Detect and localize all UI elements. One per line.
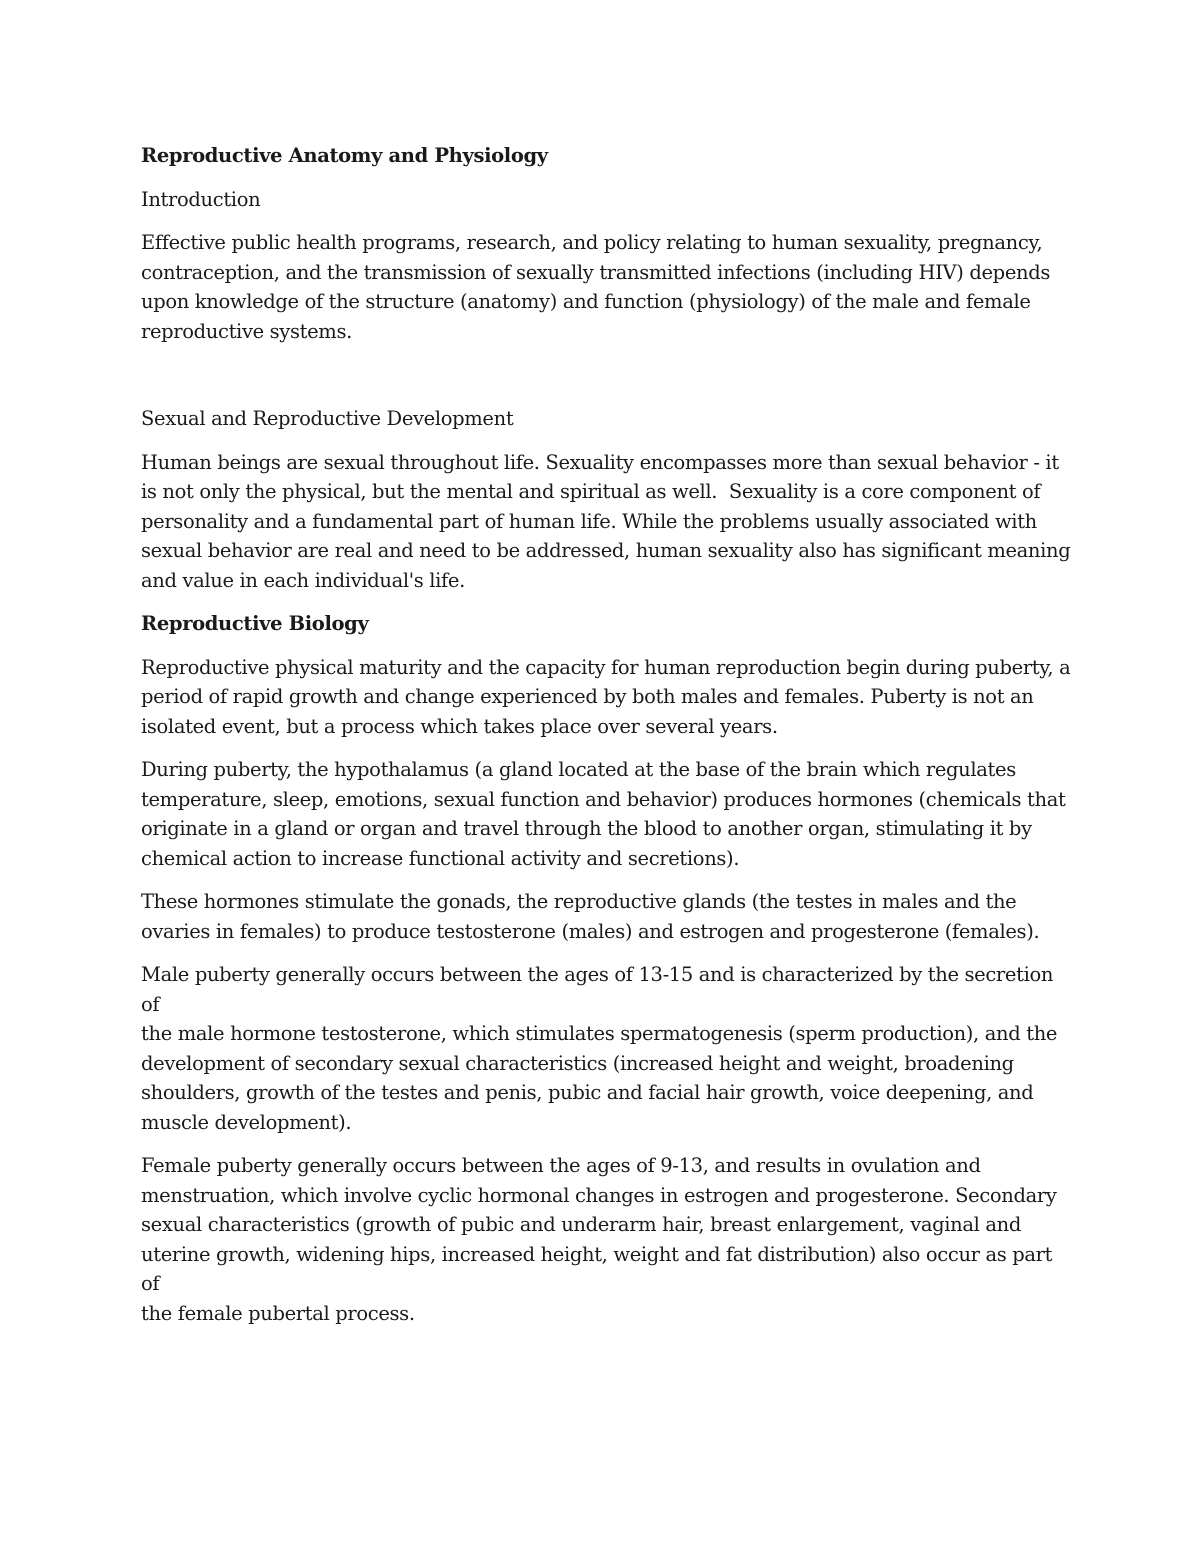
paragraph-line: shoulders, growth of the testes and penis, pubic and facial hair growth, voice deepening, and — [141, 1081, 1034, 1104]
paragraph-line: period of rapid growth and change experienced by both males and females. Puberty is not an — [141, 685, 1034, 708]
paragraph-biology-1 — [141, 653, 1071, 742]
paragraph-line: isolated event, but a process which takes place over several years. — [141, 714, 778, 738]
paragraph-line: contraception, and the transmission of sexually transmitted infections (including HIV) depends — [141, 260, 1051, 284]
paragraph-line: temperature, sleep, emotions, sexual function and behavior) produces hormones (chemicals that — [141, 787, 1066, 811]
paragraph-line: Female puberty generally occurs between the ages of 9-13, and results in ovulation and — [141, 1154, 981, 1177]
paragraph-line: menstruation, which involve cyclic hormonal changes in estrogen and progesterone. Secondary — [141, 1183, 1057, 1207]
paragraph-line: Male puberty generally occurs between the ages of 13-15 and is characterized by the secretion of — [141, 963, 1059, 1016]
paragraph-line: sexual characteristics (growth of pubic and underarm hair, breast enlargement, vaginal and — [141, 1213, 1022, 1236]
paragraph-line: the male hormone testosterone, which stimulates spermatogenesis (sperm production), and the — [141, 1022, 1058, 1045]
paragraph-development — [141, 448, 1071, 596]
paragraph-line: and value in each individual's life. — [141, 568, 465, 592]
paragraph-biology-4 — [141, 960, 1071, 1137]
document-page — [141, 141, 1071, 1328]
section-heading-introduction: Introduction — [141, 187, 261, 211]
paragraph-line: originate in a gland or organ and travel through the blood to another organ, stimulating it by — [141, 817, 1032, 840]
paragraph-line: the female pubertal process. — [141, 1301, 415, 1325]
paragraph-biology-3 — [141, 887, 1071, 946]
paragraph-line: upon knowledge of the structure (anatomy) and function (physiology) of the male and female — [141, 290, 1031, 313]
paragraph-line: Human beings are sexual throughout life. Sexuality encompasses more than sexual behavior - it — [141, 450, 1059, 474]
section-heading-development: Sexual and Reproductive Development — [141, 407, 514, 430]
paragraph-line: sexual behavior are real and need to be addressed, human sexuality also has significant meaning — [141, 539, 1071, 562]
paragraph-line: is not only the physical, but the mental and spiritual as well. Sexuality is a core component of — [141, 480, 1041, 503]
paragraph-line: During puberty, the hypothalamus (a gland located at the base of the brain which regulates — [141, 758, 1016, 781]
paragraph-line: Effective public health programs, research, and policy relating to human sexuality, pregnancy, — [141, 231, 1043, 254]
paragraph-biology-2 — [141, 755, 1071, 873]
paragraph-introduction — [141, 228, 1071, 346]
paragraph-line: These hormones stimulate the gonads, the reproductive glands (the testes in males and the — [141, 890, 1017, 913]
paragraph-line: ovaries in females) to produce testosterone (males) and estrogen and progesterone (females). — [141, 919, 1040, 943]
paragraph-line: development of secondary sexual characteristics (increased height and weight, broadening — [141, 1051, 1014, 1075]
paragraph-line: personality and a fundamental part of human life. While the problems usually associated with — [141, 509, 1037, 533]
paragraph-line: chemical action to increase functional activity and secretions). — [141, 846, 740, 870]
paragraph-line: uterine growth, widening hips, increased height, weight and fat distribution) also occur as part of — [141, 1242, 1058, 1295]
paragraph-biology-5 — [141, 1151, 1071, 1328]
paragraph-line: reproductive systems. — [141, 319, 352, 343]
paragraph-line: muscle development). — [141, 1110, 352, 1134]
paragraph-line: Reproductive physical maturity and the capacity for human reproduction begin during puberty, a — [141, 655, 1071, 679]
section-heading-biology: Reproductive Biology — [141, 612, 369, 635]
document-title: Reproductive Anatomy and Physiology — [141, 144, 548, 167]
